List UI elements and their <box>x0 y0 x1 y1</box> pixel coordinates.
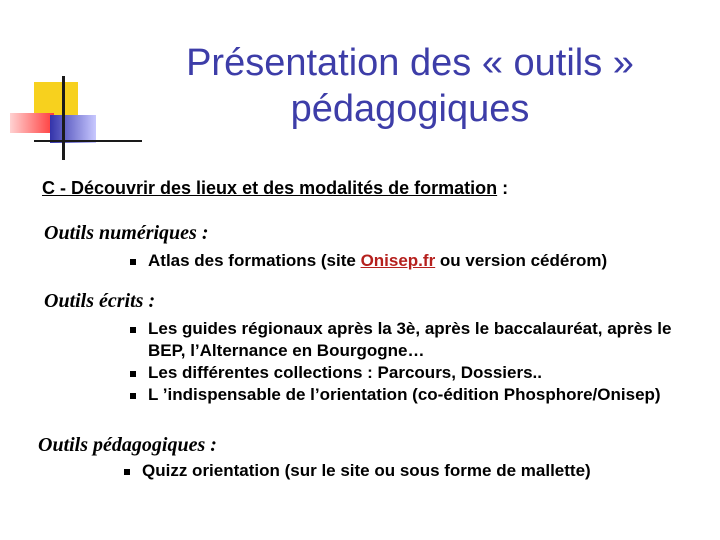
list-item-text: Les guides régionaux après la 3è, après le baccalauréat, après le BEP, l’Alternance en Bourgogne… <box>148 319 672 360</box>
slide-title-line2: pédagogiques <box>290 88 530 130</box>
decor-blue-square <box>50 115 96 143</box>
list-item <box>130 250 607 272</box>
slide-title <box>120 40 700 132</box>
list-item <box>130 362 690 384</box>
list-ecrits <box>130 318 690 406</box>
item-text-after: ou version cédérom) <box>435 251 608 270</box>
square-bullet-icon <box>130 393 136 399</box>
list-item <box>124 460 591 482</box>
list-item-text: Quizz orientation (sur le site ou sous forme de mallette) <box>142 461 591 480</box>
decor-red-bar <box>10 113 54 133</box>
list-item <box>130 384 690 406</box>
list-item <box>130 318 690 362</box>
list-item-text: Les différentes collections : Parcours, Dossiers.. <box>148 363 542 382</box>
slide-title-line1: Présentation des « outils » <box>186 42 634 84</box>
item-text-before: Atlas des formations (site <box>148 251 361 270</box>
list-numeriques <box>130 250 607 272</box>
list-pedagogiques <box>124 460 591 482</box>
square-bullet-icon <box>130 259 136 265</box>
category-ecrits-title: Outils écrits : <box>44 290 156 312</box>
category-pedagogiques-title: Outils pédagogiques : <box>38 434 217 456</box>
onisep-link[interactable]: Onisep.fr <box>360 251 436 270</box>
square-bullet-icon <box>130 327 136 333</box>
decor-horizontal-line <box>34 140 142 142</box>
decor-vertical-line <box>62 76 65 160</box>
category-numeriques-title: Outils numériques : <box>44 222 209 244</box>
section-heading-label: C - Découvrir des lieux et des modalités de formation <box>42 178 498 198</box>
section-heading-suffix: : <box>497 178 509 198</box>
square-bullet-icon <box>124 469 130 475</box>
list-item-text: L ’indispensable de l’orientation (co-édition Phosphore/Onisep) <box>148 385 661 404</box>
section-heading <box>42 178 508 199</box>
square-bullet-icon <box>130 371 136 377</box>
